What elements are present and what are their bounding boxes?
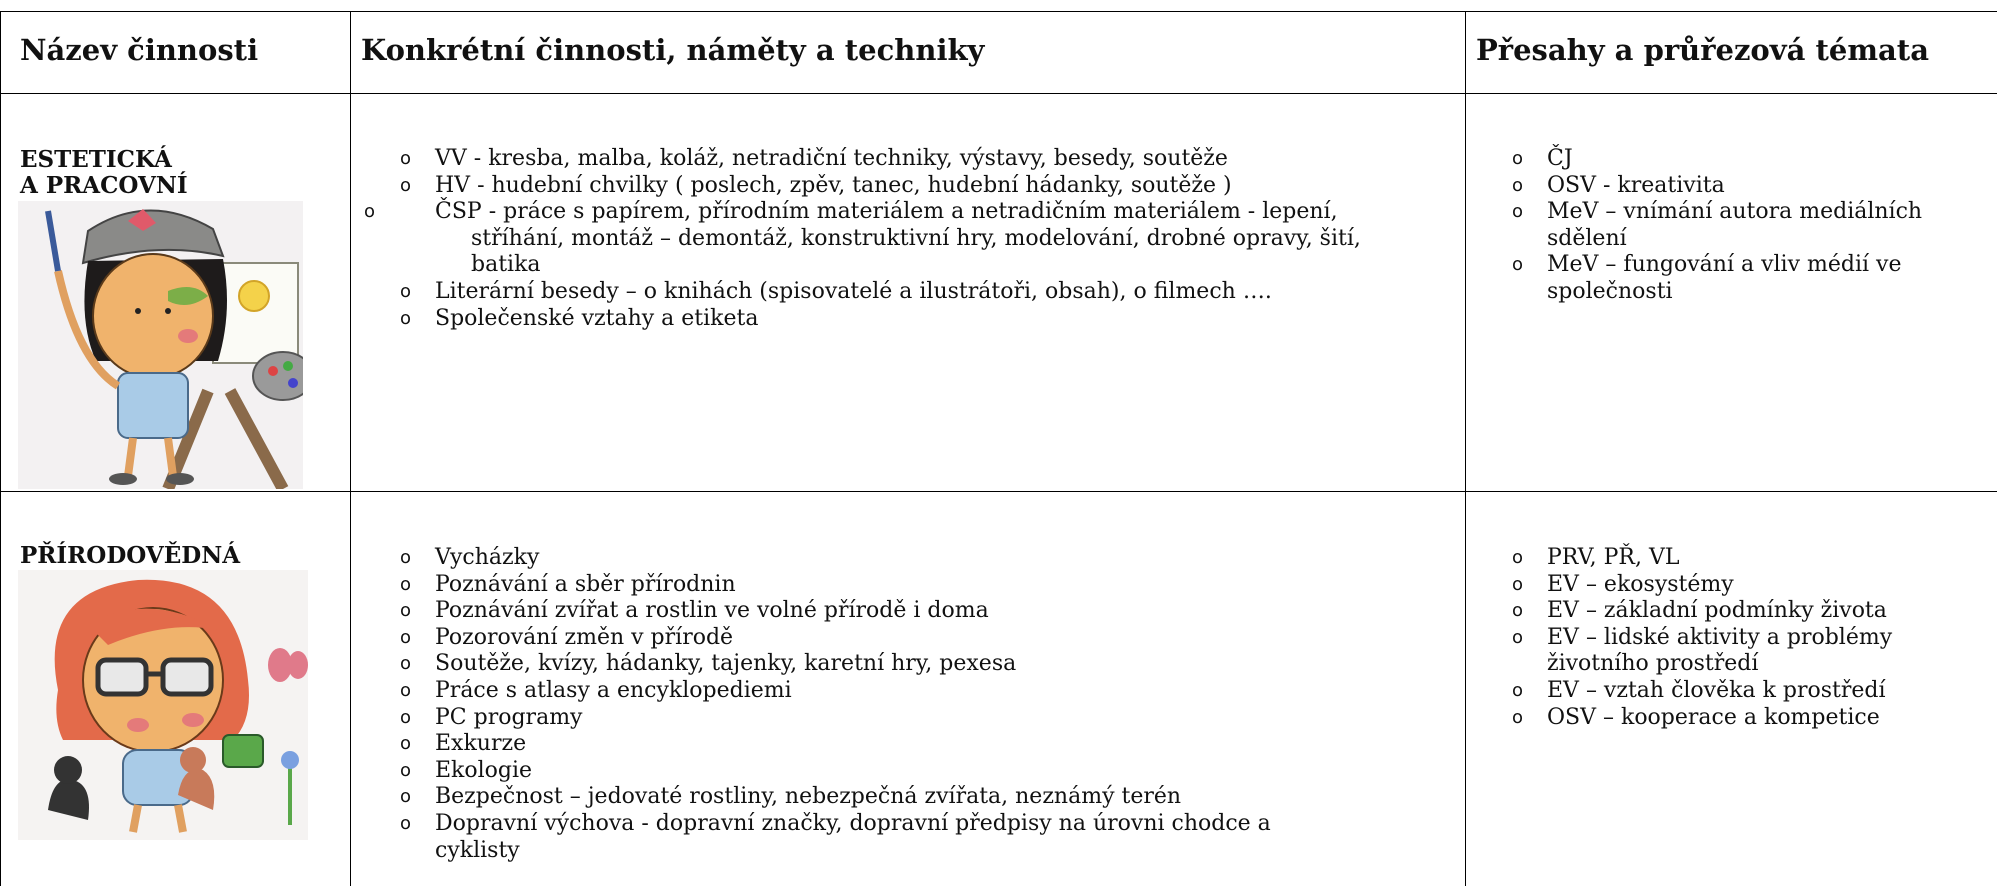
list-item: o Pozorování změn v přírodě [400, 625, 1340, 652]
activities-list [400, 146, 1430, 332]
category-title-line2: A PRACOVNÍ [20, 172, 188, 199]
header-cross-topics: Přesahy a průřezová témata [1476, 33, 1929, 67]
list-item: o Dopravní výchova - dopravní značky, dopravní předpisy na úrovni chodce a cyklisty [400, 811, 1340, 864]
list-item: o EV – lidské aktivity a problémy životního prostředí [1512, 625, 1982, 678]
list-item: o Exkurze [400, 731, 1340, 758]
category-title: PŘÍRODOVĚDNÁ [20, 542, 241, 569]
activities-list [400, 545, 1340, 864]
painter-girl-illustration [18, 201, 303, 489]
list-item: o Ekologie [400, 758, 1340, 785]
list-item: o PC programy [400, 705, 1340, 732]
list-item: o Bezpečnost – jedovaté rostliny, nebezpečná zvířata, neznámý terén [400, 784, 1340, 811]
list-item: o Soutěže, kvízy, hádanky, tajenky, karetní hry, pexesa [400, 651, 1340, 678]
list-item: o MeV – vnímání autora mediálních sdělení [1512, 199, 1982, 252]
list-item: o Poznávání a sběr přírodnin [400, 572, 1340, 599]
topics-list [1512, 545, 1982, 731]
table-border-top [0, 11, 1997, 12]
category-title: ESTETICKÁ [20, 146, 172, 173]
list-item: o Vycházky [400, 545, 1340, 572]
nature-girl-illustration [18, 570, 308, 840]
list-item: o EV – základní podmínky života [1512, 598, 1982, 625]
list-item: o Poznávání zvířat a rostlin ve volné přírodě i doma [400, 598, 1340, 625]
header-activity-name: Název činnosti [20, 33, 259, 67]
list-item: o ČSP - práce s papírem, přírodním materiálem a netradičním materiálem - lepení, stříhání, montáž – demontáž, konstruktivní hry, modelování, drobné opravy, šití, batika [400, 199, 1430, 279]
list-item: o MeV – fungování a vliv médií ve společnosti [1512, 252, 1982, 305]
list-item: o Společenské vztahy a etiketa [400, 306, 1430, 333]
list-item: o Práce s atlasy a encyklopediemi [400, 678, 1340, 705]
list-item: o VV - kresba, malba, koláž, netradiční techniky, výstavy, besedy, soutěže [400, 146, 1430, 173]
list-item: o Literární besedy – o knihách (spisovatelé a ilustrátoři, obsah), o filmech …. [400, 279, 1430, 306]
column-divider-1 [350, 11, 351, 886]
row-divider [0, 491, 1997, 492]
list-item: o PRV, PŘ, VL [1512, 545, 1982, 572]
list-item: o EV – vztah člověka k prostředí [1512, 678, 1982, 705]
column-divider-2 [1465, 11, 1466, 886]
list-item: o ČJ [1512, 146, 1982, 173]
nature-girl-icon [18, 570, 308, 840]
header-divider [0, 93, 1997, 94]
list-item: o EV – ekosystémy [1512, 572, 1982, 599]
list-item: o HV - hudební chvilky ( poslech, zpěv, tanec, hudební hádanky, soutěže ) [400, 173, 1430, 200]
table-border-left [0, 11, 1, 886]
topics-list [1512, 146, 1982, 306]
painter-girl-icon [18, 201, 303, 489]
list-item: o OSV – kooperace a kompetice [1512, 705, 1982, 732]
header-activities: Konkrétní činnosti, náměty a techniky [361, 33, 985, 67]
list-item: o OSV - kreativita [1512, 173, 1982, 200]
